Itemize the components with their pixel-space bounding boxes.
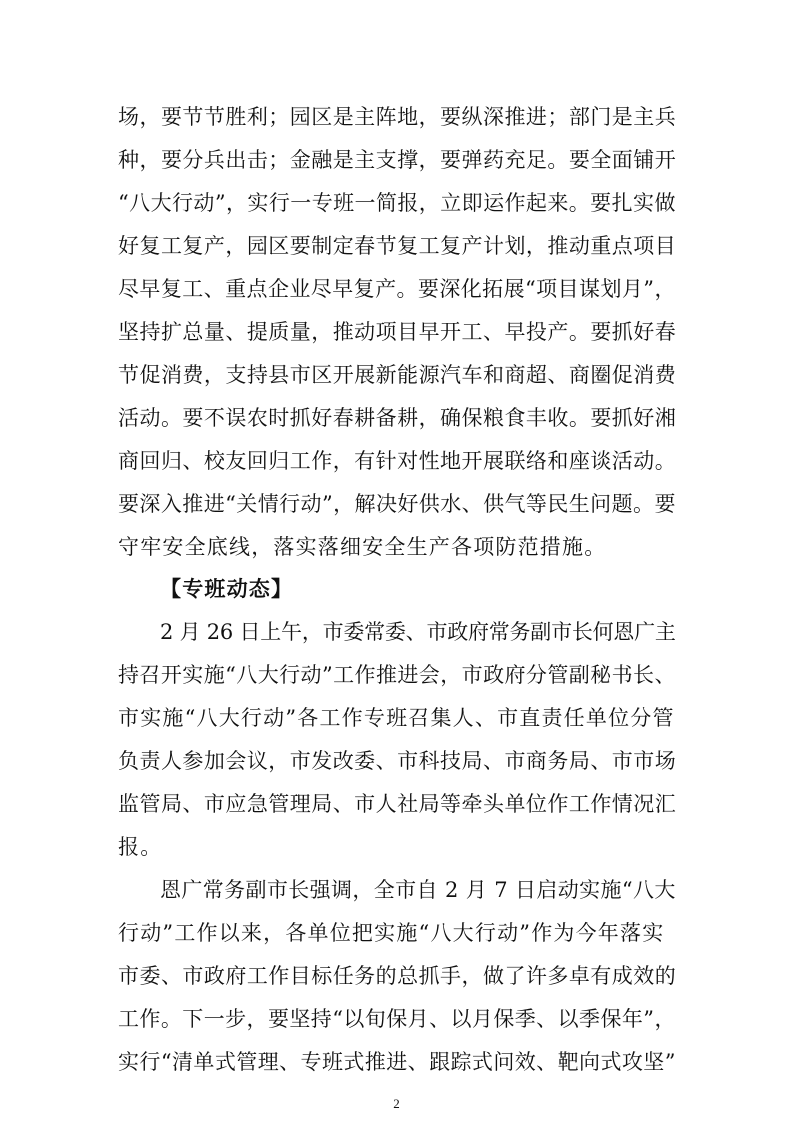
text-line: 守牢安全底线，落实落细安全生产各项防范措施。 [118, 535, 607, 559]
text-line: 节促消费，支持县市区开展新能源汽车和商超、商圈促消费 [118, 363, 677, 387]
text-line: 2 月 26 日上午，市委常委、市政府常务副市长何恩广主 [160, 620, 676, 644]
text-line: 工作。下一步，要坚持“以旬保月、以月保季、以季保年”， [118, 1007, 676, 1031]
page-number: 2 [393, 1096, 400, 1111]
text-line: 场，要节节胜利；园区是主阵地，要纵深推进；部门是主兵 [118, 105, 677, 129]
text-line: 种，要分兵出击；金融是主支撑，要弹药充足。要全面铺开 [118, 148, 677, 172]
text-line: 好复工复产，园区要制定春节复工复产计划，推动重点项目 [118, 234, 677, 258]
text-line: 市委、市政府工作目标任务的总抓手，做了许多卓有成效的 [118, 964, 677, 988]
text-line: 监管局、市应急管理局、市人社局等牵头单位作工作情况汇 [118, 792, 677, 816]
text-line: 市实施“八大行动”各工作专班召集人、市直责任单位分管 [118, 706, 675, 730]
text-line: 负责人参加会议，市发改委、市科技局、市商务局、市市场 [118, 749, 677, 773]
text-line: 要深入推进“关情行动”，解决好供水、供气等民生问题。要 [118, 492, 676, 516]
text-line: “八大行动”，实行一专班一简报，立即运作起来。要扎实做 [118, 191, 676, 215]
text-line: 报。 [118, 835, 163, 859]
text-line: 持召开实施“八大行动”工作推进会，市政府分管副秘书长、 [118, 663, 676, 687]
text-line: 尽早复工、重点企业尽早复产。要深化拓展“项目谋划月”， [118, 277, 676, 301]
text-line: 恩广常务副市长强调，全市自 2 月 7 日启动实施“八大 [160, 878, 676, 902]
text-line: 行动”工作以来，各单位把实施“八大行动”作为今年落实 [118, 921, 665, 945]
section-heading: 【专班动态】 [160, 576, 294, 601]
text-line: 坚持扩总量、提质量，推动项目早开工、早投产。要抓好春 [118, 320, 677, 344]
text-line: 活动。要不误农时抓好春耕备耕，确保粮食丰收。要抓好湘 [118, 406, 677, 430]
text-line: 实行“清单式管理、专班式推进、跟踪式问效、靶向式攻坚” [118, 1050, 676, 1074]
text-line: 商回归、校友回归工作，有针对性地开展联络和座谈活动。 [118, 449, 677, 473]
